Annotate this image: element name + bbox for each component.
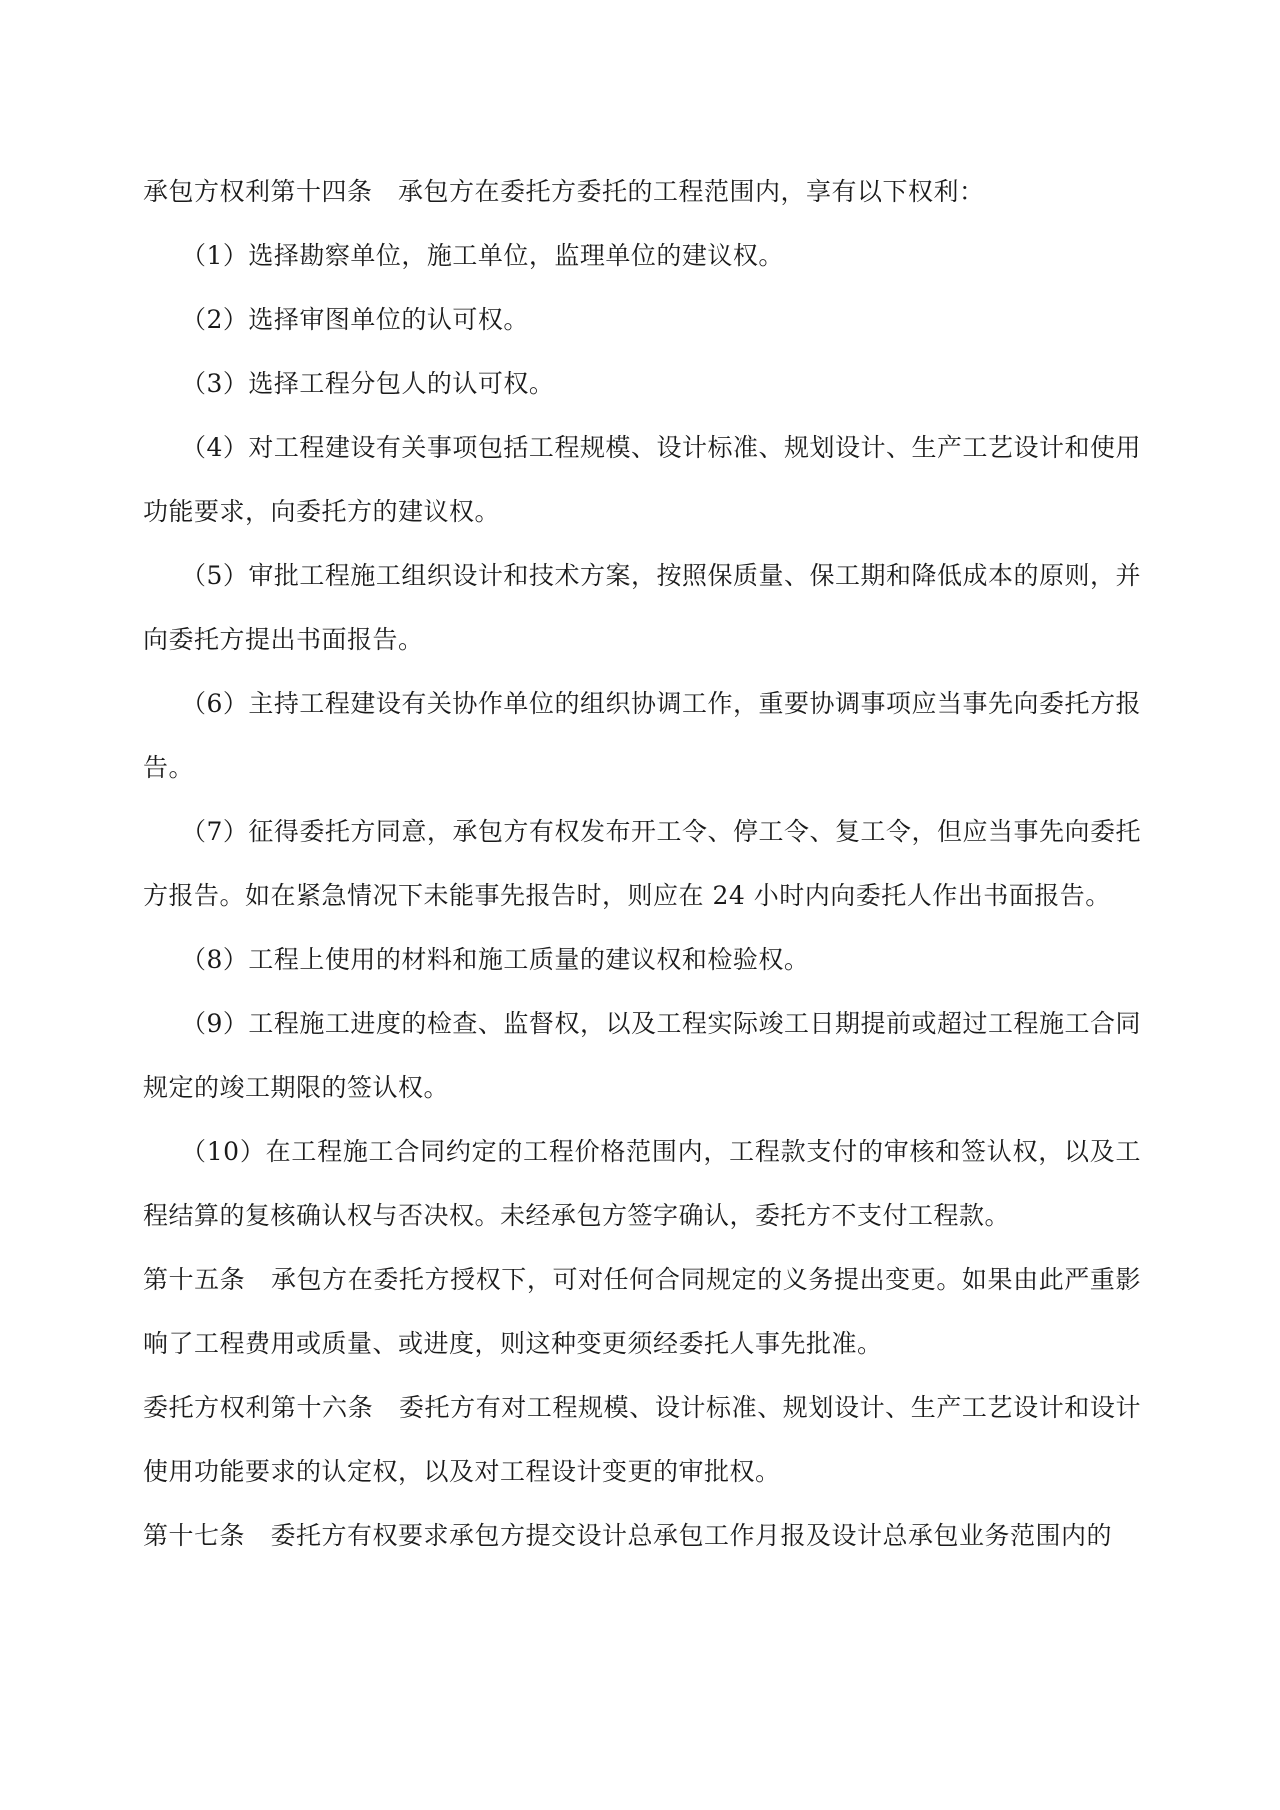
article-14-heading: 承包方权利第十四条 承包方在委托方委托的工程范围内，享有以下权利： [143,177,985,206]
right-item-9: （9）工程施工进度的检查、监督权，以及工程实际竣工日期提前或超过工程施工合同规定的竣工期限的签认权。 [143,1009,1141,1102]
right-item-4: （4）对工程建设有关事项包括工程规模、设计标准、规划设计、生产工艺设计和使用功能要求，向委托方的建议权。 [143,433,1141,526]
right-item-7: （7）征得委托方同意，承包方有权发布开工令、停工令、复工令，但应当事先向委托方报告。如在紧急情况下未能事先报告时，则应在 24 小时内向委托人作出书面报告。 [143,817,1141,910]
right-item-1: （1）选择勘察单位，施工单位，监理单位的建议权。 [181,241,784,270]
article-15: 第十五条 承包方在委托方授权下，可对任何合同规定的义务提出变更。如果由此严重影响了工程费用或质量、或进度，则这种变更须经委托人事先批准。 [143,1265,1141,1358]
article-17: 第十七条 委托方有权要求承包方提交设计总承包工作月报及设计总承包业务范围内的 [143,1521,1113,1550]
document-page [143,160,1141,1568]
right-item-8: （8）工程上使用的材料和施工质量的建议权和检验权。 [181,945,810,974]
right-item-3: （3）选择工程分包人的认可权。 [181,369,555,398]
right-item-6: （6）主持工程建设有关协作单位的组织协调工作，重要协调事项应当事先向委托方报告。 [143,689,1141,782]
right-item-10: （10）在工程施工合同约定的工程价格范围内，工程款支付的审核和签认权，以及工程结算的复核确认权与否决权。未经承包方签字确认，委托方不支付工程款。 [143,1137,1141,1230]
right-item-2: （2）选择审图单位的认可权。 [181,305,529,334]
right-item-5: （5）审批工程施工组织设计和技术方案，按照保质量、保工期和降低成本的原则，并向委托方提出书面报告。 [143,561,1141,654]
article-16: 委托方权利第十六条 委托方有对工程规模、设计标准、规划设计、生产工艺设计和设计使用功能要求的认定权，以及对工程设计变更的审批权。 [143,1393,1141,1486]
